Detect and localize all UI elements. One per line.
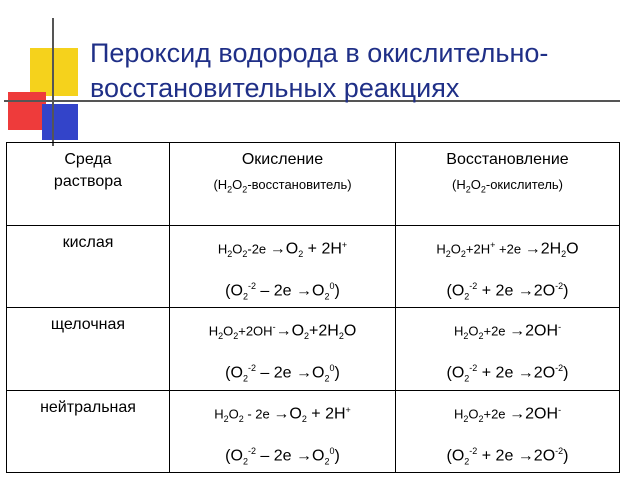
equation-red-acidic: $H_2O_2+2H^+ +2e \to 2H_2O$ — [436, 240, 579, 259]
redox-table — [6, 142, 620, 473]
header-oxidation-label: Окисление — [241, 151, 324, 168]
table-row-alkaline — [7, 308, 620, 390]
half-reaction-ox-acidic: $(O_2^{-2} - 2e \to O_2^0)$ — [225, 280, 340, 302]
cell-red-neutral — [396, 390, 620, 472]
cell-medium-alkaline: щелочная — [7, 308, 170, 390]
equation-ox-neutral: $H_2O_2 - 2e \to O_2 + 2H^+$ — [214, 404, 351, 424]
decor-red-square — [8, 92, 46, 130]
cell-medium-neutral: нейтральная — [7, 390, 170, 472]
decor-vertical-line — [52, 18, 54, 146]
header-medium — [7, 143, 170, 226]
cell-ox-acidic — [170, 226, 396, 308]
decor-yellow-square — [30, 48, 78, 96]
table-header-row — [7, 143, 620, 226]
header-reduction — [396, 143, 620, 226]
header-oxidation — [170, 143, 396, 226]
header-oxidation-note: $(H_2O_2-восстановитель)$ — [213, 177, 352, 195]
half-reaction-ox-alkaline: $(O_2^{-2} - 2e \to O_2^0)$ — [225, 363, 340, 384]
half-reaction-red-alkaline: $(O_2^{-2} + 2e \to 2O^{-2})$ — [446, 363, 569, 384]
table-row-neutral — [7, 390, 620, 472]
equation-ox-alkaline: $H_2O_2+2OH^-\to O_2+2H_2O$ — [208, 322, 357, 342]
equation-red-alkaline: $H_2O_2+2e \to 2OH^-$ — [453, 322, 562, 342]
cell-red-alkaline — [396, 308, 620, 390]
header-reduction-note: $(H_2O_2-окислитель)$ — [451, 177, 564, 195]
half-reaction-red-acidic: $(O_2^{-2} + 2e \to 2O^{-2})$ — [446, 280, 569, 302]
header-medium-line1: Среда — [64, 151, 112, 168]
table-row-acidic — [7, 226, 620, 308]
cell-ox-alkaline — [170, 308, 396, 390]
slide-title: Пероксид водорода в окислительно-восстановительных реакциях — [90, 38, 549, 103]
equation-red-neutral: $H_2O_2+2e \to 2OH^-$ — [453, 404, 562, 424]
cell-red-acidic — [396, 226, 620, 308]
decor-blue-square — [42, 104, 78, 140]
cell-ox-neutral — [170, 390, 396, 472]
equation-ox-acidic: $H_2O_2-2e \to O_2 + 2H^+$ — [217, 240, 348, 259]
half-reaction-ox-neutral: $(O_2^{-2} - 2e \to O_2^0)$ — [225, 445, 340, 467]
header-medium-line2: раствора — [53, 173, 123, 190]
cell-medium-acidic: кислая — [7, 226, 170, 308]
half-reaction-red-neutral: $(O_2^{-2} + 2e \to 2O^{-2})$ — [446, 445, 569, 467]
header-reduction-label: Восстановление — [446, 151, 569, 168]
